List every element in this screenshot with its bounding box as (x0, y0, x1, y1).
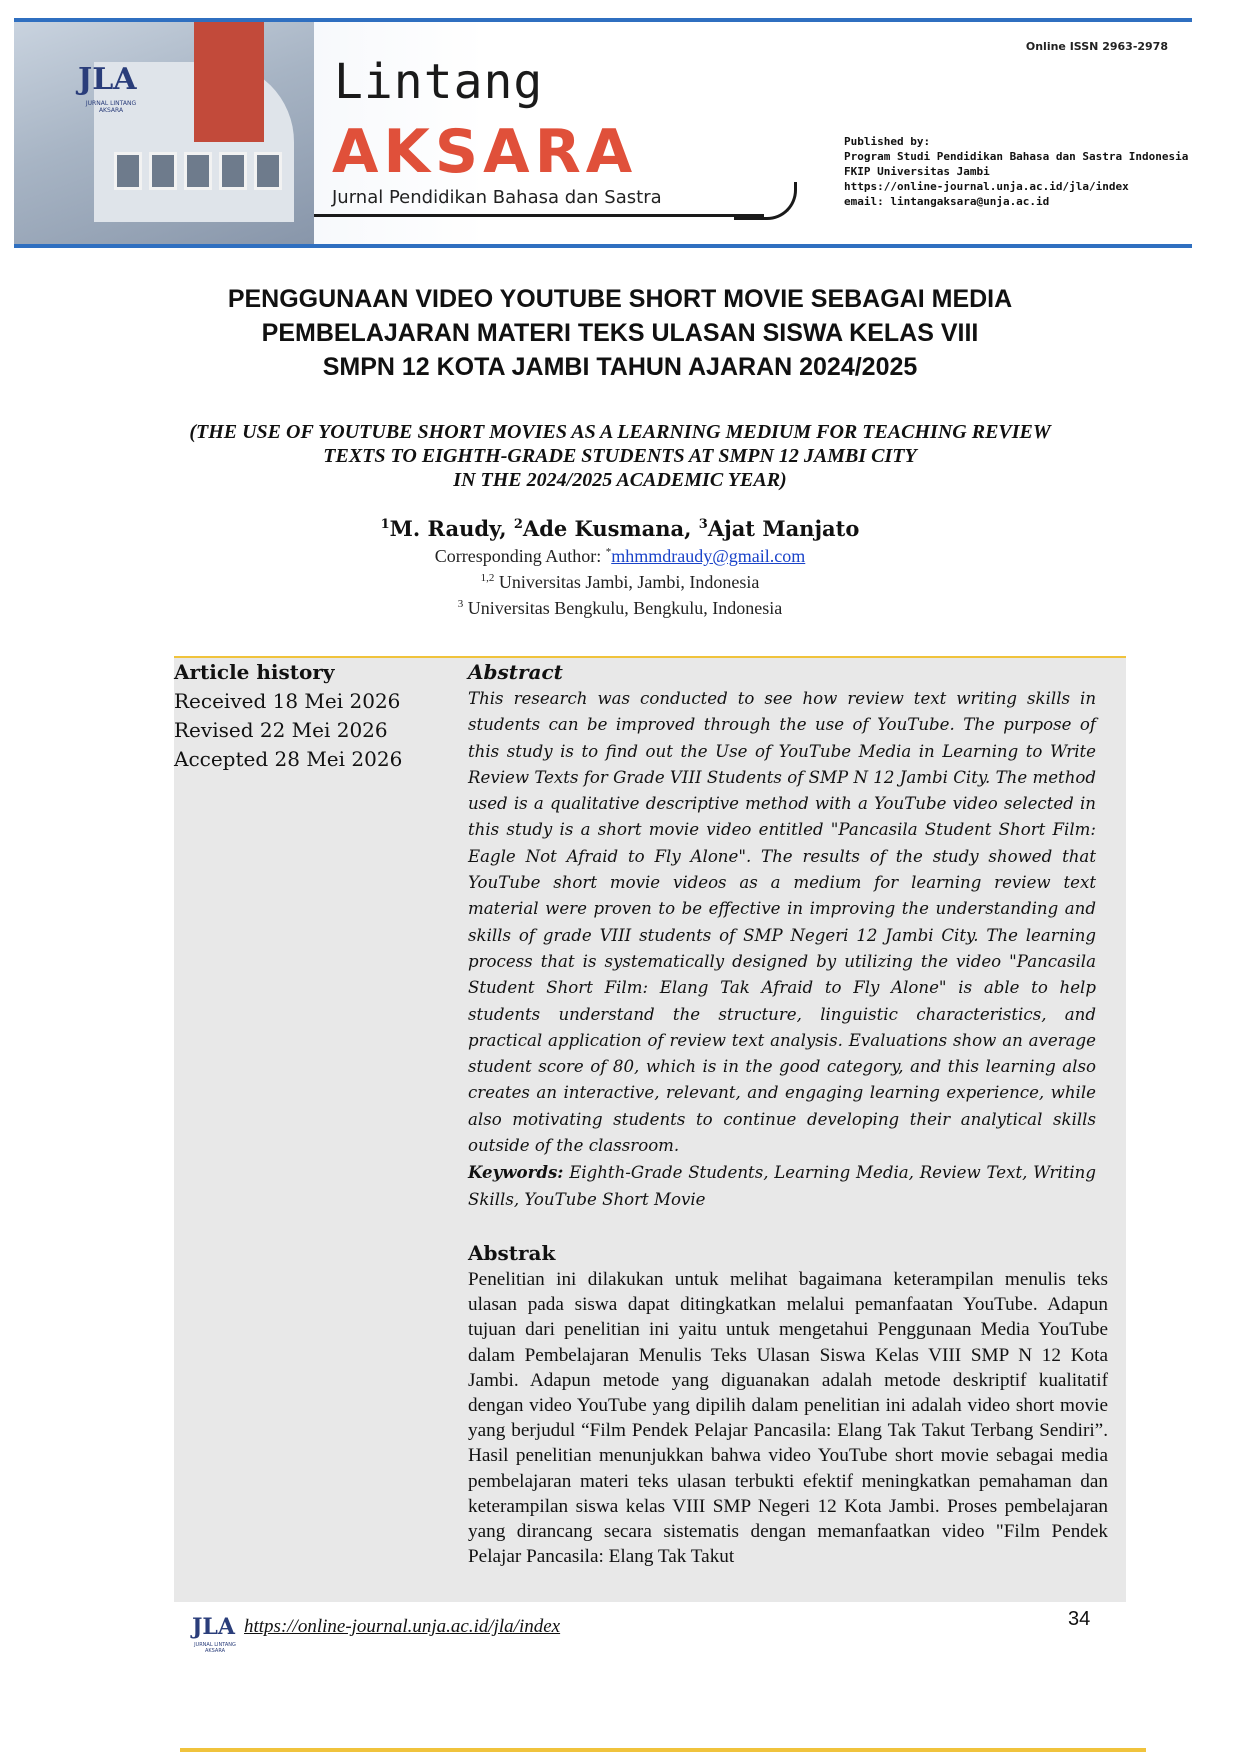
corresponding-label: Corresponding Author: (434, 546, 606, 566)
title-en-line: IN THE 2024/2025 ACADEMIC YEAR) (453, 469, 787, 491)
keywords-list: Eighth-Grade Students, Learning Media, Review Text, Writing Skills, YouTube Short Movie (468, 1163, 1096, 1209)
author-name: Ajat Manjato (707, 516, 860, 541)
paper-title-english (120, 420, 1120, 492)
journal-logo-subtext: JURNAL LINTANG AKSARA (85, 100, 137, 114)
author-sup: 1 (380, 517, 390, 532)
footer-logo-subtext: JURNAL LINTANG AKSARA (194, 1642, 236, 1654)
publisher-url[interactable]: https://online-journal.unja.ac.id/jla/index (844, 180, 1129, 193)
affiliation (120, 572, 1120, 593)
affiliation (120, 598, 1120, 619)
article-history (174, 658, 444, 774)
page-number: 34 (1068, 1608, 1091, 1630)
publisher-label: Published by: (844, 135, 931, 148)
author-sup: 2 (513, 517, 523, 532)
history-received: Received 18 Mei 2026 (174, 689, 401, 713)
corresponding-author (120, 546, 1120, 567)
footer-url-link[interactable]: https://online-journal.unja.ac.id/jla/index (244, 1616, 561, 1637)
keywords-label: Keywords: (468, 1162, 564, 1183)
abstrak-heading: Abstrak (468, 1240, 556, 1265)
publisher-email[interactable]: email: lintangaksara@unja.ac.id (844, 195, 1050, 208)
author-sup: 3 (698, 517, 708, 532)
author-name: Ade Kusmana, (522, 516, 699, 541)
title-en-line: (THE USE OF YOUTUBE SHORT MOVIES AS A LEARNING MEDIUM FOR TEACHING REVIEW (189, 421, 1051, 443)
history-title: Article history (174, 660, 335, 684)
history-revised: Revised 22 Mei 2026 (174, 718, 388, 742)
title-id-line: SMPN 12 KOTA JAMBI TAHUN AJARAN 2024/2025 (322, 353, 918, 381)
title-id-line: PEMBELAJARAN MATERI TEKS ULASAN SISWA KELAS VIII (261, 319, 979, 347)
abstract-heading: Abstract (468, 660, 563, 684)
affiliation-sup: 1,2 (480, 572, 495, 584)
corresponding-email-link[interactable]: mhmmdraudy@gmail.com (611, 546, 806, 566)
journal-banner (14, 18, 1192, 248)
author-name: M. Raudy, (389, 516, 514, 541)
abstrak-body: Penelitian ini dilakukan untuk melihat bagaimana keterampilan menulis teks ulasan pada siswa dapat ditingkatkan melalui pemanfaatan YouTube. Adapun tujuan dari penelitian ini yaitu untuk mengetahui Penggunaan Media YouTube dalam Pembelajaran Menulis Teks Ulasan Siswa Kelas VIII SMP N 12 Kota Jambi. Adapun metode yang diguanakan adalah metode deskriptif kualitatif dengan video YouTube yang dipilih dalam penelitian ini adalah video short movie yang berjudul “Film Pendek Pelajar Pancasila: Elang Tak Takut Terbang Sendiri”. Hasil penelitian menunjukkan bahwa video YouTube short movie sebagai media pembelajaran materi teks ulasan terbukti efektif meningkatkan pemahaman dan keterampilan siswa kelas VIII SMP Negeri 12 Kota Jambi. Proses pembelajaran yang dirancang secara sistematis dengan memanfaatkan video "Film Pendek Pelajar Pancasila: Elang Tak Takut (468, 1268, 1108, 1568)
title-en-line: TEXTS TO EIGHTH-GRADE STUDENTS AT SMPN 12 JAMBI CITY (323, 445, 917, 467)
banner-divider (314, 214, 764, 217)
affiliation-text: Universitas Jambi, Jambi, Indonesia (494, 572, 760, 592)
journal-subtitle: Jurnal Pendidikan Bahasa dan Sastra (332, 187, 662, 208)
publisher-program: Program Studi Pendidikan Bahasa dan Sastra Indonesia (844, 150, 1189, 163)
journal-name-main: AKSARA (332, 117, 638, 187)
banner-curve (734, 182, 797, 220)
journal-name-top: Lintang (334, 54, 544, 110)
footer-logo: JLA (192, 1614, 235, 1640)
abstract-column (468, 658, 1108, 1569)
abstract-body: This research was conducted to see how review text writing skills in students can be improved through the use of YouTube. The purpose of this study is to find out the Use of YouTube Media in Learning to Write Review Texts for Grade VIII Students of SMP N 12 Jambi City. The method used is a qualitative descriptive method with a YouTube video selected in this study is a short movie video entitled "Pancasila Student Short Film: Eagle Not Afraid to Fly Alone". The results of the study showed that YouTube short movie videos as a medium for learning review text material were proven to be effective in improving the understanding and skills of grade VIII students of SMP Negeri 12 Jambi City. The learning process that is systematically designed by utilizing the video "Pancasila Student Short Film: Elang Tak Afraid to Fly Alone" is able to help students understand the structure, linguistic characteristics, and practical application of review text analysis. Evaluations show an average student score of 80, which is in the good category, and this learning also creates an interactive, relevant, and engaging learning experience, while also motivating students to continue developing their analytical skills outside of the classroom. (468, 689, 1096, 1156)
issn: Online ISSN 2963-2978 (1025, 40, 1168, 53)
affiliation-text: Universitas Bengkulu, Bengkulu, Indonesia (463, 598, 783, 618)
history-accepted: Accepted 28 Mei 2026 (174, 747, 403, 771)
paper-title-indonesian (120, 282, 1120, 384)
corresponding-mark: * (605, 546, 612, 558)
affiliation-sup: 3 (457, 598, 464, 610)
title-id-line: PENGGUNAAN VIDEO YOUTUBE SHORT MOVIE SEBAGAI MEDIA (227, 285, 1013, 313)
publisher-info (844, 134, 1188, 209)
building-image (14, 22, 314, 244)
publisher-faculty: FKIP Universitas Jambi (844, 165, 990, 178)
author-list (120, 516, 1120, 541)
footer-divider (180, 1748, 1146, 1752)
journal-logo: JLA (78, 62, 137, 97)
keywords (468, 1159, 1096, 1213)
